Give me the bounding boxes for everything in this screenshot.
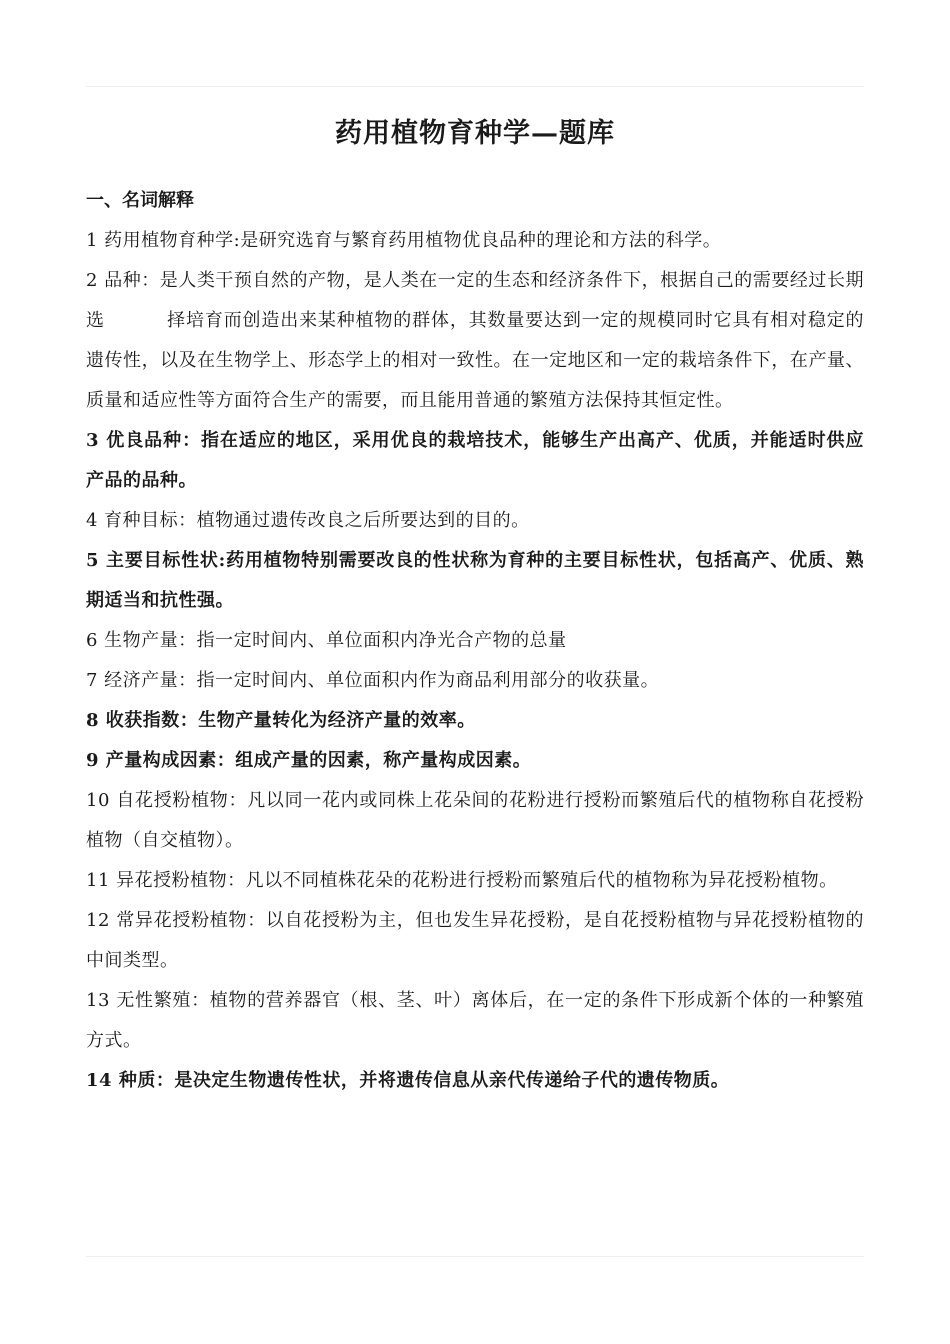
term-entry-7: 7 经济产量：指一定时间内、单位面积内作为商品利用部分的收获量。 — [86, 670, 660, 691]
page-title: 药用植物育种学—题库 — [335, 118, 615, 149]
term-entry-1: 1 药用植物育种学:是研究选育与繁育药用植物优良品种的理论和方法的科学。 — [86, 230, 722, 251]
term-entry-2-part-a: 2 品种：是人类干预自然的产物，是人类在一定的生态和经济条件下，根据自己的需要经过长期选 — [86, 270, 864, 331]
term-entry-2 — [86, 261, 864, 421]
term-entry-10: 10 自花授粉植物：凡以同一花内或同株上花朵间的花粉进行授粉而繁殖后代的植物称自花授粉植物（自交植物）。 — [86, 790, 864, 851]
term-entry-8: 8 收获指数：生物产量转化为经济产量的效率。 — [86, 710, 476, 731]
term-entry-9: 9 产量构成因素：组成产量的因素，称产量构成因素。 — [86, 750, 532, 771]
term-entry-3: 3 优良品种：指在适应的地区，采用优良的栽培技术，能够生产出高产、优质，并能适时供应产品的品种。 — [86, 430, 864, 491]
top-divider — [86, 86, 864, 87]
section-heading: 一、名词解释 — [86, 190, 194, 211]
bottom-divider — [86, 1256, 864, 1257]
term-entry-11: 11 异花授粉植物：凡以不同植株花朵的花粉进行授粉而繁殖后代的植物称为异花授粉植物。 — [86, 870, 838, 891]
term-entry-12: 12 常异花授粉植物：以自花授粉为主，但也发生异花授粉，是自花授粉植物与异花授粉植物的中间类型。 — [86, 910, 864, 971]
term-entry-14: 14 种质：是决定生物遗传性状，并将遗传信息从亲代传递给子代的遗传物质。 — [86, 1070, 730, 1091]
term-entry-13: 13 无性繁殖：植物的营养器官（根、茎、叶）离体后，在一定的条件下形成新个体的一种繁殖方式。 — [86, 990, 864, 1051]
term-entry-4: 4 育种目标：植物通过遗传改良之后所要达到的目的。 — [86, 510, 530, 531]
document-body — [86, 181, 864, 1101]
term-entry-6: 6 生物产量：指一定时间内、单位面积内净光合产物的总量 — [86, 630, 567, 651]
term-entry-2-part-b: 择培育而创造出来某种植物的群体，其数量要达到一定的规模同时它具有相对稳定的遗传性，以及在生物学上、形态学上的相对一致性。在一定地区和一定的栽培条件下，在产量、质量和适应性等方面符合生产的需要，而且能用普通的繁殖方法保持其恒定性。 — [86, 310, 864, 411]
term-entry-5: 5 主要目标性状:药用植物特别需要改良的性状称为育种的主要目标性状，包括高产、优质、熟期适当和抗性强。 — [86, 550, 864, 611]
